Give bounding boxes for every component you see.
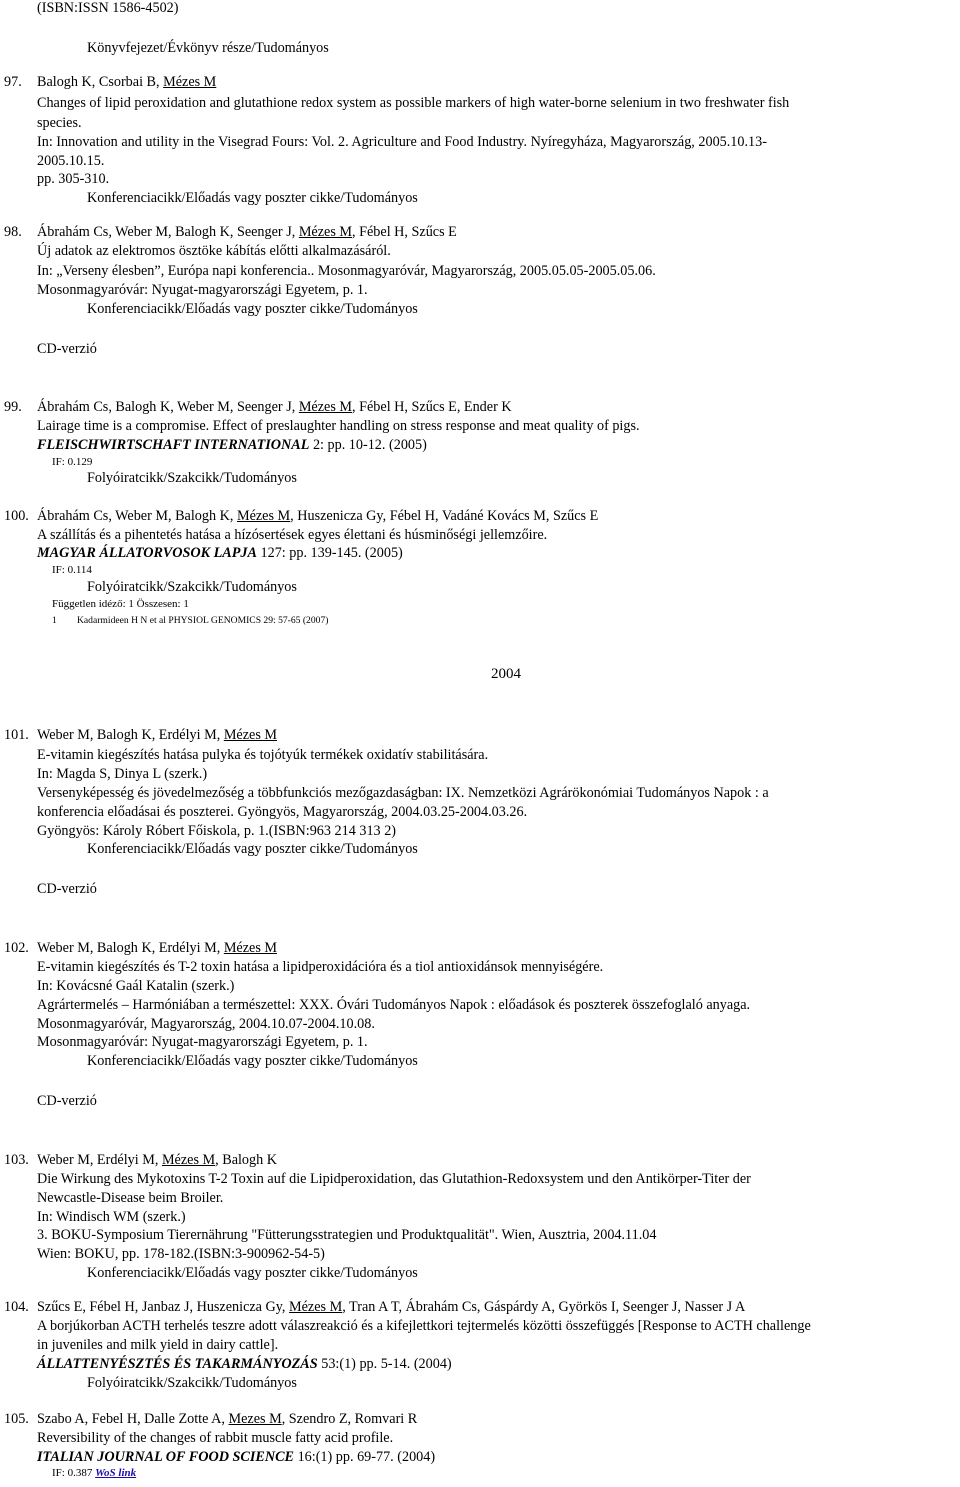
impact-factor-line xyxy=(52,1467,136,1480)
publisher: Gyöngyös: Károly Róbert Főiskola, p. 1.(ISBN:963 214 313 2) xyxy=(37,823,397,839)
book-title: Versenyképesség és jövedelmezőség a többfunkciós mezőgazdaságban: IX. Nemzetközi Agrárökonómiai Tudományos Napok : a xyxy=(37,785,769,801)
entry-title-cont: in juveniles and milk yield in dairy cattle]. xyxy=(37,1337,279,1353)
highlighted-author: Mézes M xyxy=(223,940,278,956)
highlighted-author: Mézes M xyxy=(223,727,278,743)
impact-factor: IF: 0.129 xyxy=(52,456,93,468)
wos-link[interactable]: WoS link xyxy=(95,1467,137,1479)
publication-type: Folyóiratcikk/Szakcikk/Tudományos xyxy=(87,1375,297,1391)
entry-title-cont: Newcastle-Disease beim Broiler. xyxy=(37,1190,224,1206)
impact-factor: IF: 0.114 xyxy=(52,564,92,576)
journal-name: ÁLLATTENYÉSZTÉS ÉS TAKARMÁNYOZÁS xyxy=(37,1356,318,1372)
entry-number: 104. xyxy=(4,1299,29,1315)
journal-name: FLEISCHWIRTSCHAFT INTERNATIONAL xyxy=(37,437,310,453)
entry-number: 103. xyxy=(4,1152,29,1168)
entry-title-cont: species. xyxy=(37,115,82,131)
authors: Ábrahám Cs, Weber M, Balogh K, Seenger J, Mézes M, Fébel H, Szűcs E xyxy=(37,224,457,240)
highlighted-author: Mézes M xyxy=(163,74,217,90)
highlighted-author: Mézes M xyxy=(236,508,291,524)
entry-number: 98. xyxy=(4,224,22,240)
cd-version: CD-verzió xyxy=(37,881,97,897)
entry-number: 99. xyxy=(4,399,22,415)
journal-line: MAGYAR ÁLLATORVOSOK LAPJA 127: pp. 139-145. (2005) xyxy=(37,545,403,561)
entry-number: 97. xyxy=(4,74,22,90)
year-heading: 2004 xyxy=(491,666,521,682)
publisher: Mosonmagyaróvár: Nyugat-magyarországi Egyetem, p. 1. xyxy=(37,282,368,298)
in-source: In: „Verseny élesben”, Európa napi konferencia.. Mosonmagyaróvár, Magyarország, 2005.05.05-2005.05.06. xyxy=(37,263,656,279)
citation-number: 1 xyxy=(52,615,57,626)
editor: In: Kovácsné Gaál Katalin (szerk.) xyxy=(37,978,235,994)
citation-text: Kadarmideen H N et al PHYSIOL GENOMICS 29: 57-65 (2007) xyxy=(77,615,329,626)
authors: Ábrahám Cs, Weber M, Balogh K, Mézes M, Huszenicza Gy, Fébel H, Vadáné Kovács M, Szűcs E xyxy=(37,508,599,524)
journal-line: FLEISCHWIRTSCHAFT INTERNATIONAL 2: pp. 10-12. (2005) xyxy=(37,437,427,453)
journal-name: MAGYAR ÁLLATORVOSOK LAPJA xyxy=(37,545,257,561)
publication-type: Folyóiratcikk/Szakcikk/Tudományos xyxy=(87,470,297,486)
journal-line: ITALIAN JOURNAL OF FOOD SCIENCE 16:(1) pp. 69-77. (2004) xyxy=(37,1449,436,1465)
highlighted-author: Mézes M xyxy=(298,224,353,240)
highlighted-author: Mézes M xyxy=(289,1299,343,1315)
publication-type: Konferenciacikk/Előadás vagy poszter cikke/Tudományos xyxy=(87,841,418,857)
cd-version: CD-verzió xyxy=(37,1093,97,1109)
entry-title: A borjúkorban ACTH terhelés teszre adott válaszreakció és a kifejlettkori tejtermelés közötti összefüggés [Response to ACTH challenge xyxy=(37,1318,811,1334)
entry-title: Lairage time is a compromise. Effect of preslaughter handling on stress response and meat quality of pigs. xyxy=(37,418,640,434)
entry-number: 101. xyxy=(4,727,29,743)
entry-title: Reversibility of the changes of rabbit muscle fatty acid profile. xyxy=(37,1430,394,1446)
authors: Szűcs E, Fébel H, Janbaz J, Huszenicza Gy, Mézes M, Tran A T, Ábrahám Cs, Gáspárdy A, Györkös I, Seenger J, Nasser J A xyxy=(37,1299,746,1315)
publication-type: Könyvfejezet/Évkönyv része/Tudományos xyxy=(87,40,329,56)
authors: Weber M, Balogh K, Erdélyi M, Mézes M xyxy=(37,727,278,743)
book-title-cont: konferencia előadásai és poszterei. Gyöngyös, Magyarország, 2004.03.25-2004.03.26. xyxy=(37,804,528,820)
entry-title: Die Wirkung des Mykotoxins T-2 Toxin auf die Lipidperoxidation, das Glutathion-Redoxsystem und den Antikörper-Titer der xyxy=(37,1171,751,1187)
authors: Weber M, Erdélyi M, Mézes M, Balogh K xyxy=(37,1152,278,1168)
entry-title: A szállítás és a pihentetés hatása a hízósertések egyes élettani és húsminőségi jellemzőire. xyxy=(37,527,548,543)
publication-type: Folyóiratcikk/Szakcikk/Tudományos xyxy=(87,579,297,595)
pages: pp. 305-310. xyxy=(37,171,110,187)
publication-type: Konferenciacikk/Előadás vagy poszter cikke/Tudományos xyxy=(87,1053,418,1069)
in-source: In: Innovation and utility in the Visegrad Fours: Vol. 2. Agriculture and Food Industry. Nyíregyháza, Magyarország, 2005.10.13- xyxy=(37,134,767,150)
citation-counts: Független idéző: 1 Összesen: 1 xyxy=(52,598,189,610)
authors: Ábrahám Cs, Balogh K, Weber M, Seenger J, Mézes M, Fébel H, Szűcs E, Ender K xyxy=(37,399,512,415)
book-title: 3. BOKU-Symposium Tierernährung "Fütterungsstrategien und Produktqualität". Wien, Ausztria, 2004.11.04 xyxy=(37,1227,657,1243)
journal-line: ÁLLATTENYÉSZTÉS ÉS TAKARMÁNYOZÁS 53:(1) pp. 5-14. (2004) xyxy=(37,1356,452,1372)
journal-name: ITALIAN JOURNAL OF FOOD SCIENCE xyxy=(37,1449,295,1465)
entry-title: E-vitamin kiegészítés hatása pulyka és tojótyúk termékek oxidatív stabilitására. xyxy=(37,747,489,763)
entry-number: 105. xyxy=(4,1411,29,1427)
publication-type: Konferenciacikk/Előadás vagy poszter cikke/Tudományos xyxy=(87,301,418,317)
highlighted-author: Mezes M xyxy=(228,1411,282,1427)
isbn-line: (ISBN:ISSN 1586-4502) xyxy=(37,0,179,16)
publisher: Wien: BOKU, pp. 178-182.(ISBN:3-900962-54-5) xyxy=(37,1246,325,1262)
entry-title: Changes of lipid peroxidation and glutathione redox system as possible markers of high water-borne selenium in two freshwater fish xyxy=(37,95,790,111)
book-title-cont: Mosonmagyaróvár, Magyarország, 2004.10.07-2004.10.08. xyxy=(37,1016,375,1032)
editor: In: Windisch WM (szerk.) xyxy=(37,1209,186,1225)
publication-type: Konferenciacikk/Előadás vagy poszter cikke/Tudományos xyxy=(87,190,418,206)
entry-number: 102. xyxy=(4,940,29,956)
publication-type: Konferenciacikk/Előadás vagy poszter cikke/Tudományos xyxy=(87,1265,418,1281)
book-title: Agrártermelés – Harmóniában a természettel: XXX. Óvári Tudományos Napok : előadások és poszterek összefoglaló anyaga. xyxy=(37,997,751,1013)
authors: Balogh K, Csorbai B, Mézes M xyxy=(37,74,217,90)
in-source-cont: 2005.10.15. xyxy=(37,153,105,169)
entry-title: E-vitamin kiegészítés és T-2 toxin hatása a lipidperoxidációra és a tiol antioxidánsok mennyiségére. xyxy=(37,959,604,975)
impact-factor: IF: 0.387 xyxy=(52,1467,93,1479)
cd-version: CD-verzió xyxy=(37,341,97,357)
entry-title: Új adatok az elektromos ösztöke kábítás előtti alkalmazásáról. xyxy=(37,243,391,259)
authors: Szabo A, Febel H, Dalle Zotte A, Mezes M, Szendro Z, Romvari R xyxy=(37,1411,418,1427)
highlighted-author: Mézes M xyxy=(298,399,353,415)
authors: Weber M, Balogh K, Erdélyi M, Mézes M xyxy=(37,940,278,956)
highlighted-author: Mézes M xyxy=(161,1152,216,1168)
entry-number: 100. xyxy=(4,508,29,524)
editor: In: Magda S, Dinya L (szerk.) xyxy=(37,766,208,782)
publisher: Mosonmagyaróvár: Nyugat-magyarországi Egyetem, p. 1. xyxy=(37,1034,368,1050)
